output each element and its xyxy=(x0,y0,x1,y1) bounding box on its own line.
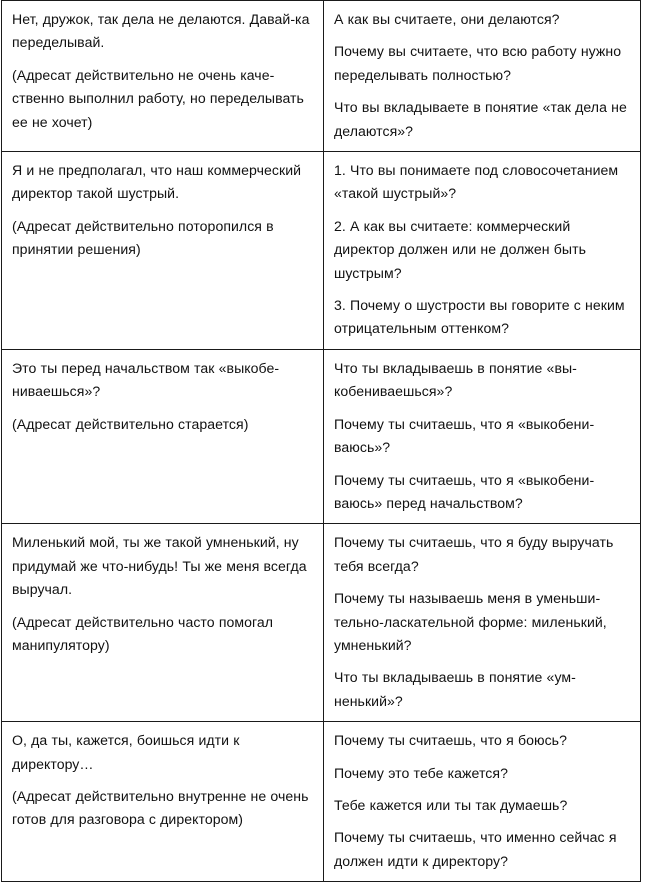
paragraph: Почему ты считаешь, что я «выкобениваюсь»? xyxy=(334,415,595,456)
table-cell-counter-questions xyxy=(324,722,641,882)
paragraph: О, да ты, кажется, боишься идти к директору… xyxy=(12,732,240,772)
paragraph: Нет, дружок, так дела не делаются. Давай-ка переделывай. xyxy=(12,11,310,51)
paragraph: Почему ты называешь меня в уменьшительно-ласкательной форме: миленький, умненький? xyxy=(334,590,607,653)
paragraph: Почему ты считаешь, что я буду выручать тебя всегда? xyxy=(334,534,614,574)
paragraph: Я и не предполагал, что наш коммерческий директор такой шустрый. xyxy=(12,162,302,202)
paragraph: Почему это тебе кажется? xyxy=(334,764,508,781)
table-cell-counter-questions xyxy=(324,349,641,523)
paragraph: Почему ты считаешь, что я боюсь? xyxy=(334,732,567,749)
paragraph: (Адресат действительно внутренне не очень готов для разговора с директором) xyxy=(12,787,309,828)
paragraph: (Адресат действительно поторопился в принятии решения) xyxy=(12,217,274,258)
paragraph: Тебе кажется или ты так думаешь? xyxy=(334,796,568,813)
paragraph: Почему ты считаешь, что я «выкобениваюсь» перед начальством? xyxy=(334,471,595,511)
paragraph: (Адресат действительно старается) xyxy=(12,415,249,432)
paragraph: 2. А как вы считаете: коммерческий директор должен или не должен быть шустрым? xyxy=(334,217,586,281)
paragraph: Почему ты считаешь, что именно сейчас я должен идти к директору? xyxy=(334,829,617,869)
paragraph: А как вы считаете, они делаются? xyxy=(334,11,560,27)
table-cell-counter-questions xyxy=(324,524,641,722)
paragraph: Что ты вкладываешь в понятие «выкобениваешься»? xyxy=(334,359,577,400)
paragraph: Что ты вкладываешь в понятие «умненький»? xyxy=(334,669,576,709)
table-cell-manipulative-phrase xyxy=(2,349,324,523)
table-cell-manipulative-phrase xyxy=(2,722,324,882)
table-cell-counter-questions xyxy=(324,152,641,350)
table-cell-manipulative-phrase xyxy=(2,524,324,722)
paragraph: 3. Почему о шустрости вы говорите с неким отрицательным оттенком? xyxy=(334,297,625,337)
paragraph: Что вы вкладываете в понятие «так дела не делаются»? xyxy=(334,99,627,139)
table-row xyxy=(2,722,641,882)
table-body xyxy=(2,1,641,882)
table-row xyxy=(2,1,641,152)
phrase-response-table xyxy=(1,0,641,882)
table-row xyxy=(2,349,641,523)
paragraph: Почему вы считаете, что всю работу нужно переделывать полностью? xyxy=(334,43,622,83)
table-cell-manipulative-phrase xyxy=(2,152,324,350)
table-cell-manipulative-phrase xyxy=(2,1,324,152)
table-row xyxy=(2,524,641,722)
paragraph: (Адресат действительно часто помогал манипулятору) xyxy=(12,613,274,653)
paragraph: 1. Что вы понимаете под словосочетанием «такой шустрый»? xyxy=(334,162,619,202)
table-row xyxy=(2,152,641,350)
paragraph: Миленький мой, ты же такой умненький, ну придумай же что-нибудь! Ты же меня всегда выручал. xyxy=(12,534,307,598)
paragraph: Это ты перед начальством так «выкобениваешься»? xyxy=(12,359,280,400)
paragraph: (Адресат действительно не очень качественно выполнил работу, но переделывать ее не хочет) xyxy=(12,66,304,130)
table-cell-counter-questions xyxy=(324,1,641,152)
